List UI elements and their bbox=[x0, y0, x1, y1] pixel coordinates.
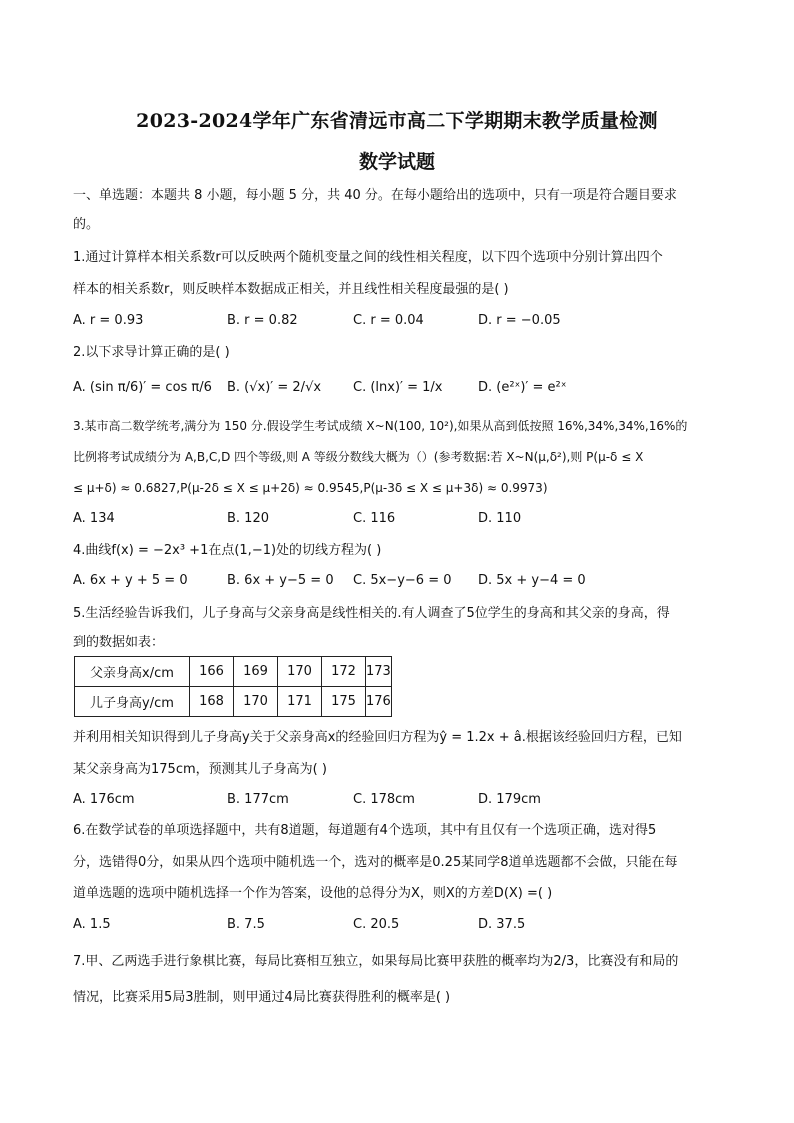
q7-stem-line2: 情况，比赛采用5局3胜制，则甲通过4局比赛获得胜利的概率是( ) bbox=[73, 990, 451, 1005]
table-row-label: 父亲身高x/cm bbox=[75, 657, 190, 687]
section-instruction-line1: 一、单选题：本题共 8 小题，每小题 5 分，共 40 分。在每小题给出的选项中，只有一项是符合题目要求 bbox=[73, 188, 677, 203]
table-cell: 173 bbox=[366, 657, 392, 687]
q3-stem-line1: 3.某市高二数学统考,满分为 150 分.假设学生考试成绩 X~N(100, 10²),如果从高到低按照 16%,34%,34%,16%的 bbox=[73, 419, 688, 433]
q1-stem-line1: 1.通过计算样本相关系数r可以反映两个随机变量之间的线性相关程度，以下四个选项中分别计算出四个 bbox=[73, 250, 663, 265]
table-row bbox=[75, 657, 392, 687]
q3-stem-line3: ≤ μ+δ) ≈ 0.6827,P(μ-2δ ≤ X ≤ μ+2δ) ≈ 0.9545,P(μ-3δ ≤ X ≤ μ+3δ) ≈ 0.9973) bbox=[73, 481, 548, 495]
q6-stem-line1: 6.在数学试卷的单项选择题中，共有8道题，每道题有4个选项，其中有且仅有一个选项正确，选对得5 bbox=[73, 823, 657, 838]
q6-stem-line3: 道单选题的选项中随机选择一个作为答案，设他的总得分为X，则X的方差D(X) =( ) bbox=[73, 886, 553, 901]
q4-option-c: C. 5x−y−6 = 0 bbox=[353, 573, 452, 588]
q4-stem: 4.曲线f(x) = −2x³ +1在点(1,−1)处的切线方程为( ) bbox=[73, 543, 382, 558]
q5-option-b: B. 177cm bbox=[227, 792, 289, 807]
q6-option-b: B. 7.5 bbox=[227, 917, 265, 932]
q3-option-a: A. 134 bbox=[73, 511, 115, 526]
q1-option-c: C. r = 0.04 bbox=[353, 313, 424, 328]
q1-option-d: D. r = −0.05 bbox=[478, 313, 561, 328]
table-cell: 168 bbox=[190, 687, 234, 717]
table-row bbox=[75, 687, 392, 717]
q3-option-d: D. 110 bbox=[478, 511, 522, 526]
q2-option-c: C. (lnx)′ = 1/x bbox=[353, 380, 443, 395]
q2-option-b: B. (√x)′ = 2/√x bbox=[227, 380, 322, 395]
q5-stem-line1: 5.生活经验告诉我们，儿子身高与父亲身高是线性相关的.有人调查了5位学生的身高和其父亲的身高，得 bbox=[73, 606, 670, 621]
q5-option-c: C. 178cm bbox=[353, 792, 415, 807]
q5-stem-line2: 到的数据如表： bbox=[73, 635, 165, 650]
q1-option-b: B. r = 0.82 bbox=[227, 313, 298, 328]
q2-option-a: A. (sin π/6)′ = cos π/6 bbox=[73, 380, 212, 395]
q4-option-b: B. 6x + y−5 = 0 bbox=[227, 573, 334, 588]
table-row-label: 儿子身高y/cm bbox=[75, 687, 190, 717]
q5-option-a: A. 176cm bbox=[73, 792, 135, 807]
table-cell: 171 bbox=[278, 687, 322, 717]
table-cell: 175 bbox=[322, 687, 366, 717]
q5-stem-line4: 某父亲身高为175cm，预测其儿子身高为( ) bbox=[73, 762, 327, 777]
table-cell: 172 bbox=[322, 657, 366, 687]
q4-option-d: D. 5x + y−4 = 0 bbox=[478, 573, 586, 588]
q1-stem-line2: 样本的相关系数r，则反映样本数据成正相关，并且线性相关程度最强的是( ) bbox=[73, 282, 509, 297]
table-cell: 166 bbox=[190, 657, 234, 687]
q5-option-d: D. 179cm bbox=[478, 792, 541, 807]
table-cell: 170 bbox=[234, 687, 278, 717]
q6-option-d: D. 37.5 bbox=[478, 917, 526, 932]
q7-stem-line1: 7.甲、乙两选手进行象棋比赛，每局比赛相互独立，如果每局比赛甲获胜的概率均为2/3，比赛没有和局的 bbox=[73, 954, 679, 969]
q5-stem-line3: 并利用相关知识得到儿子身高y关于父亲身高x的经验回归方程为ŷ = 1.2x + â.根据该经验回归方程，已知 bbox=[73, 730, 682, 745]
table-cell: 176 bbox=[366, 687, 392, 717]
q4-option-a: A. 6x + y + 5 = 0 bbox=[73, 573, 188, 588]
page-title: 2023-2024学年广东省清远市高二下学期期末教学质量检测 bbox=[136, 110, 658, 132]
q3-option-c: C. 116 bbox=[353, 511, 396, 526]
q3-option-b: B. 120 bbox=[227, 511, 269, 526]
q6-option-c: C. 20.5 bbox=[353, 917, 400, 932]
page-subtitle: 数学试题 bbox=[358, 151, 435, 173]
height-data-table bbox=[74, 656, 392, 717]
q3-stem-line2: 比例将考试成绩分为 A,B,C,D 四个等级,则 A 等级分数线大概为（）(参考数据:若 X~N(μ,δ²),则 P(μ-δ ≤ X bbox=[73, 450, 644, 464]
q6-stem-line2: 分，选错得0分，如果从四个选项中随机选一个，选对的概率是0.25某同学8道单选题都不会做，只能在每 bbox=[73, 855, 678, 870]
q2-stem: 2.以下求导计算正确的是( ) bbox=[73, 345, 230, 360]
section-instruction-line2: 的。 bbox=[73, 217, 100, 232]
table-cell: 170 bbox=[278, 657, 322, 687]
q1-option-a: A. r = 0.93 bbox=[73, 313, 144, 328]
q6-option-a: A. 1.5 bbox=[73, 917, 111, 932]
table-cell: 169 bbox=[234, 657, 278, 687]
q2-option-d: D. (e²ˣ)′ = e²ˣ bbox=[478, 380, 567, 395]
